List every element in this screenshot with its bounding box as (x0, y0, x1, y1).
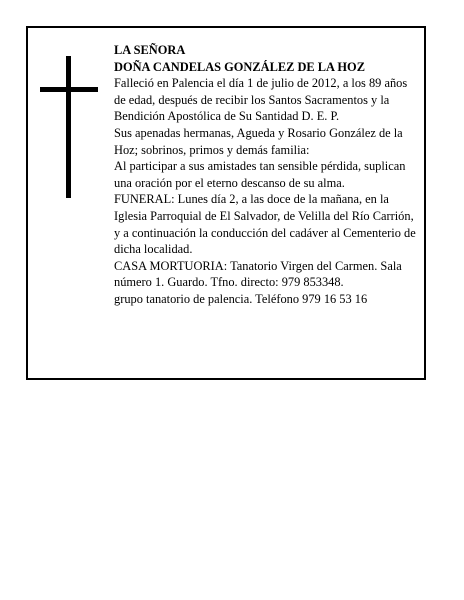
funeral-details: FUNERAL: Lunes día 2, a las doce de la mañana, en la Iglesia Parroquial de El Salvador, de Velilla del Río Carrión, y a continuación la conducción del cadáver al Cementerio de dicha localidad. (114, 192, 416, 257)
funeral-home-contact: grupo tanatorio de palencia. Teléfono 979 16 53 16 (114, 291, 368, 306)
cross-horizontal-bar (40, 87, 98, 92)
deceased-name: DOÑA CANDELAS GONZÁLEZ DE LA HOZ (114, 59, 365, 74)
funeral-home-details: CASA MORTUORIA: Tanatorio Virgen del Carmen. Sala número 1. Guardo. Tfno. directo: 979 853348. (114, 258, 402, 290)
cross-vertical-bar (66, 56, 71, 198)
prayer-request: Al participar a sus amistades tan sensible pérdida, suplican una oración por el eterno descanso de su alma. (114, 159, 406, 190)
notice-title: LA SEÑORA (114, 43, 186, 57)
death-announcement: Falleció en Palencia el día 1 de julio de 2012, a los 89 años de edad, después de recibir los Santos Sacramentos y la Bendición Apostólica de Su Santidad D. E. P. (114, 76, 408, 124)
latin-cross-icon (40, 56, 98, 198)
obituary-notice (26, 26, 426, 380)
notice-text (114, 42, 420, 308)
family-members: Sus apenadas hermanas, Agueda y Rosario González de la Hoz; sobrinos, primos y demás familia: (114, 125, 403, 157)
